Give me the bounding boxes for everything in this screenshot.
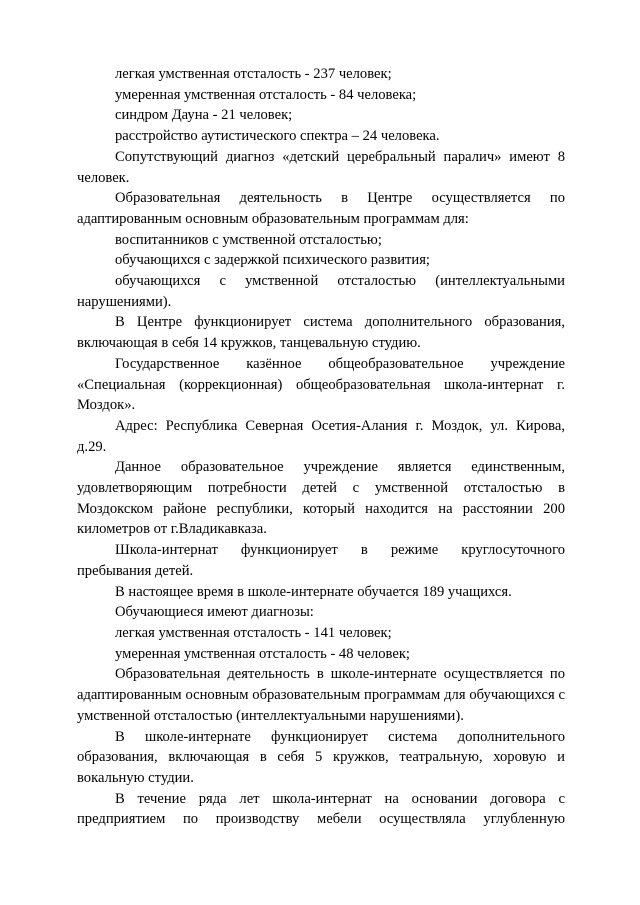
- list-item-autism-spectrum: расстройство аутистического спектра – 24 человека.: [115, 128, 440, 145]
- paragraph-center-additional-education: В Центре функционирует система дополнительного образования, включающая в себя 14 кружков, танцевальную студию.: [77, 314, 565, 352]
- list-item-mild-disability-school: легкая умственная отсталость - 141 человек;: [115, 624, 392, 641]
- paragraph-institution-description: Данное образовательное учреждение является единственным, удовлетворяющим потребности детей с умственной отсталостью в Моздокском районе республики, который находится на расстоянии 200 километров от г.Владикавказа.: [77, 459, 565, 538]
- paragraph-school-education: Образовательная деятельность в школе-интернате осуществляется по адаптированным основным образовательным программам для обучающихся с умственной отсталостью (интеллектуальными нарушениями).: [77, 666, 565, 724]
- paragraph-institution-name: Государственное казённое общеобразовательное учреждение «Специальная (коррекционная) общеобразовательная школа-интернат г. Моздок».: [77, 355, 565, 414]
- list-item-developmental-delay: обучающихся с задержкой психического развития;: [115, 252, 430, 269]
- paragraph-school-additional-education: В школе-интернате функционирует система дополнительного образования, включающая в себя 5 кружков, театральную, хоровую и вокальную студии.: [77, 728, 565, 786]
- list-item-moderate-disability-school: умеренная умственная отсталость - 48 человек;: [115, 645, 410, 662]
- paragraph-center-education: Образовательная деятельность в Центре осуществляется по адаптированным основным образовательным программам для:: [77, 190, 565, 227]
- paragraph-boarding-mode: Школа-интернат функционирует в режиме круглосуточного пребывания детей.: [77, 542, 565, 579]
- paragraph-cerebral-palsy: Сопутствующий диагноз «детский церебральный паралич» имеют 8 человек.: [77, 148, 565, 186]
- paragraph-diagnoses-heading: Обучающиеся имеют диагнозы:: [115, 604, 314, 621]
- paragraph-furniture-partnership: В течение ряда лет школа-интернат на основании договора с предприятием по производству мебели осуществляла углубленную: [77, 790, 565, 828]
- list-item-mild-disability-center: легкая умственная отсталость - 237 человек;: [115, 66, 392, 82]
- list-item-pupils-disability: воспитанников с умственной отсталостью;: [115, 231, 382, 248]
- paragraph-address: Адрес: Республика Северная Осетия-Алания г. Моздок, ул. Кирова, д.29.: [77, 417, 565, 455]
- list-item-down-syndrome: синдром Дауна - 21 человек;: [115, 107, 293, 124]
- list-item-moderate-disability-center: умеренная умственная отсталость - 84 человека;: [115, 86, 417, 103]
- list-item-intellectual-disability: обучающихся с умственной отсталостью (интеллектуальными нарушениями).: [77, 273, 565, 310]
- document-body: [77, 64, 565, 830]
- paragraph-student-count: В настоящее время в школе-интернате обучается 189 учащихся.: [115, 583, 512, 600]
